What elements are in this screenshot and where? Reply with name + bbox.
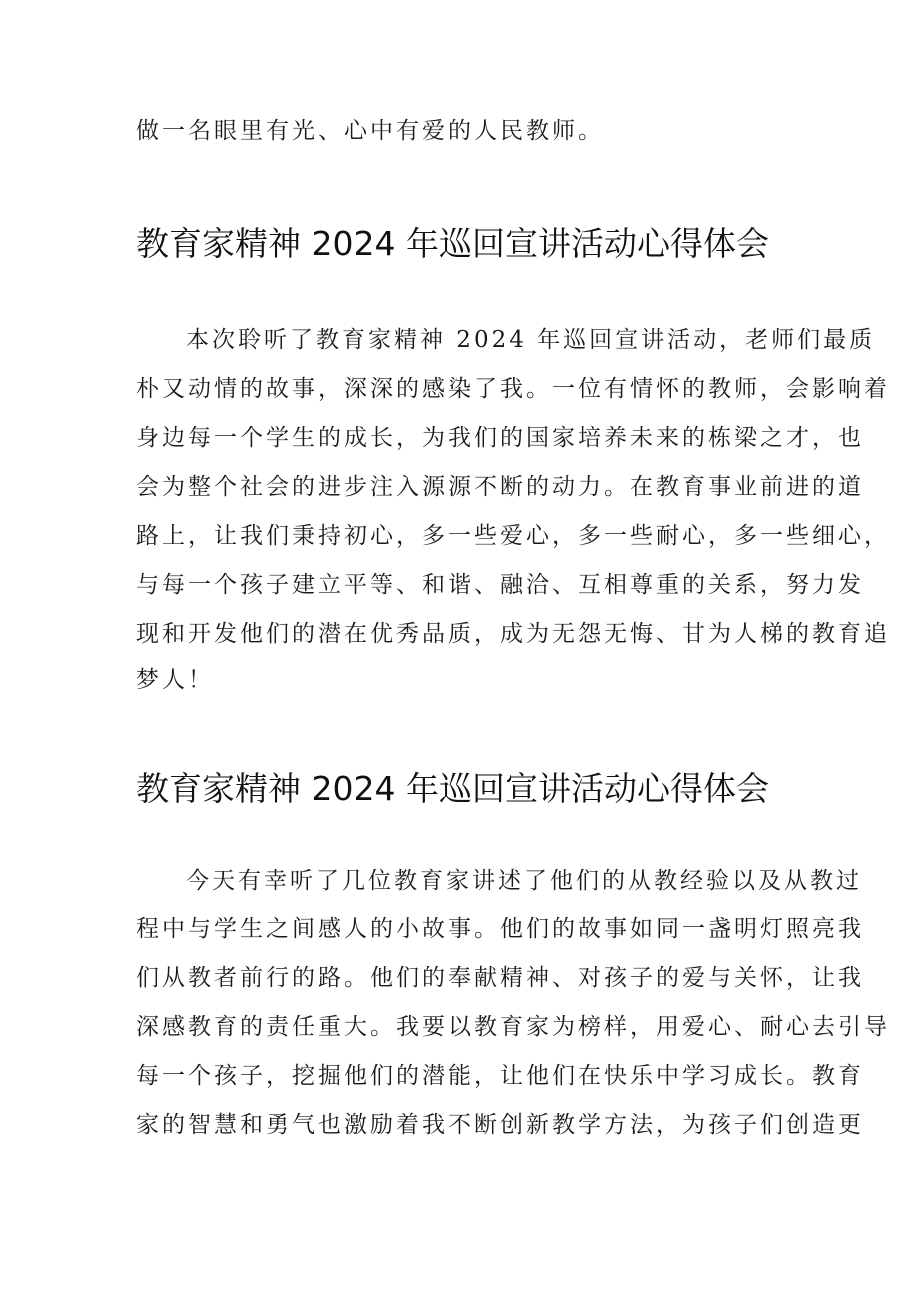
paragraph-line: 本次聆听了教育家精神 2024 年巡回宣讲活动，老师们最质 (186, 327, 876, 353)
paragraph-line: 做一名眼里有光、心中有爱的人民教师。 (136, 118, 604, 144)
paragraph-line: 们从教者前行的路。他们的奉献精神、对孩子的爱与关怀，让我 (136, 965, 864, 991)
paragraph-line: 家的智慧和勇气也激励着我不断创新教学方法，为孩子们创造更 (136, 1112, 864, 1138)
paragraph-line: 程中与学生之间感人的小故事。他们的故事如同一盏明灯照亮我 (136, 916, 864, 942)
paragraph-line: 梦人！ (136, 667, 214, 693)
paragraph-line: 深感教育的责任重大。我要以教育家为榜样，用爱心、耐心去引导 (136, 1014, 890, 1040)
section-title: 教育家精神 2024 年巡回宣讲活动心得体会 (136, 769, 769, 808)
paragraph-line: 今天有幸听了几位教育家讲述了他们的从教经验以及从教过 (186, 868, 862, 894)
paragraph-line: 会为整个社会的进步注入源源不断的动力。在教育事业前进的道 (136, 474, 864, 500)
paragraph-line: 每一个孩子，挖掘他们的潜能，让他们在快乐中学习成长。教育 (136, 1063, 864, 1089)
paragraph-line: 朴又动情的故事，深深的感染了我。一位有情怀的教师，会影响着 (136, 376, 890, 402)
paragraph-line: 现和开发他们的潜在优秀品质，成为无怨无悔、甘为人梯的教育追 (136, 621, 890, 647)
paragraph-line: 路上，让我们秉持初心，多一些爱心，多一些耐心，多一些细心， (136, 523, 890, 549)
paragraph-line: 身边每一个学生的成长，为我们的国家培养未来的栋梁之才，也 (136, 425, 864, 451)
section-title: 教育家精神 2024 年巡回宣讲活动心得体会 (136, 224, 769, 263)
paragraph-line: 与每一个孩子建立平等、和谐、融洽、互相尊重的关系，努力发 (136, 572, 864, 598)
